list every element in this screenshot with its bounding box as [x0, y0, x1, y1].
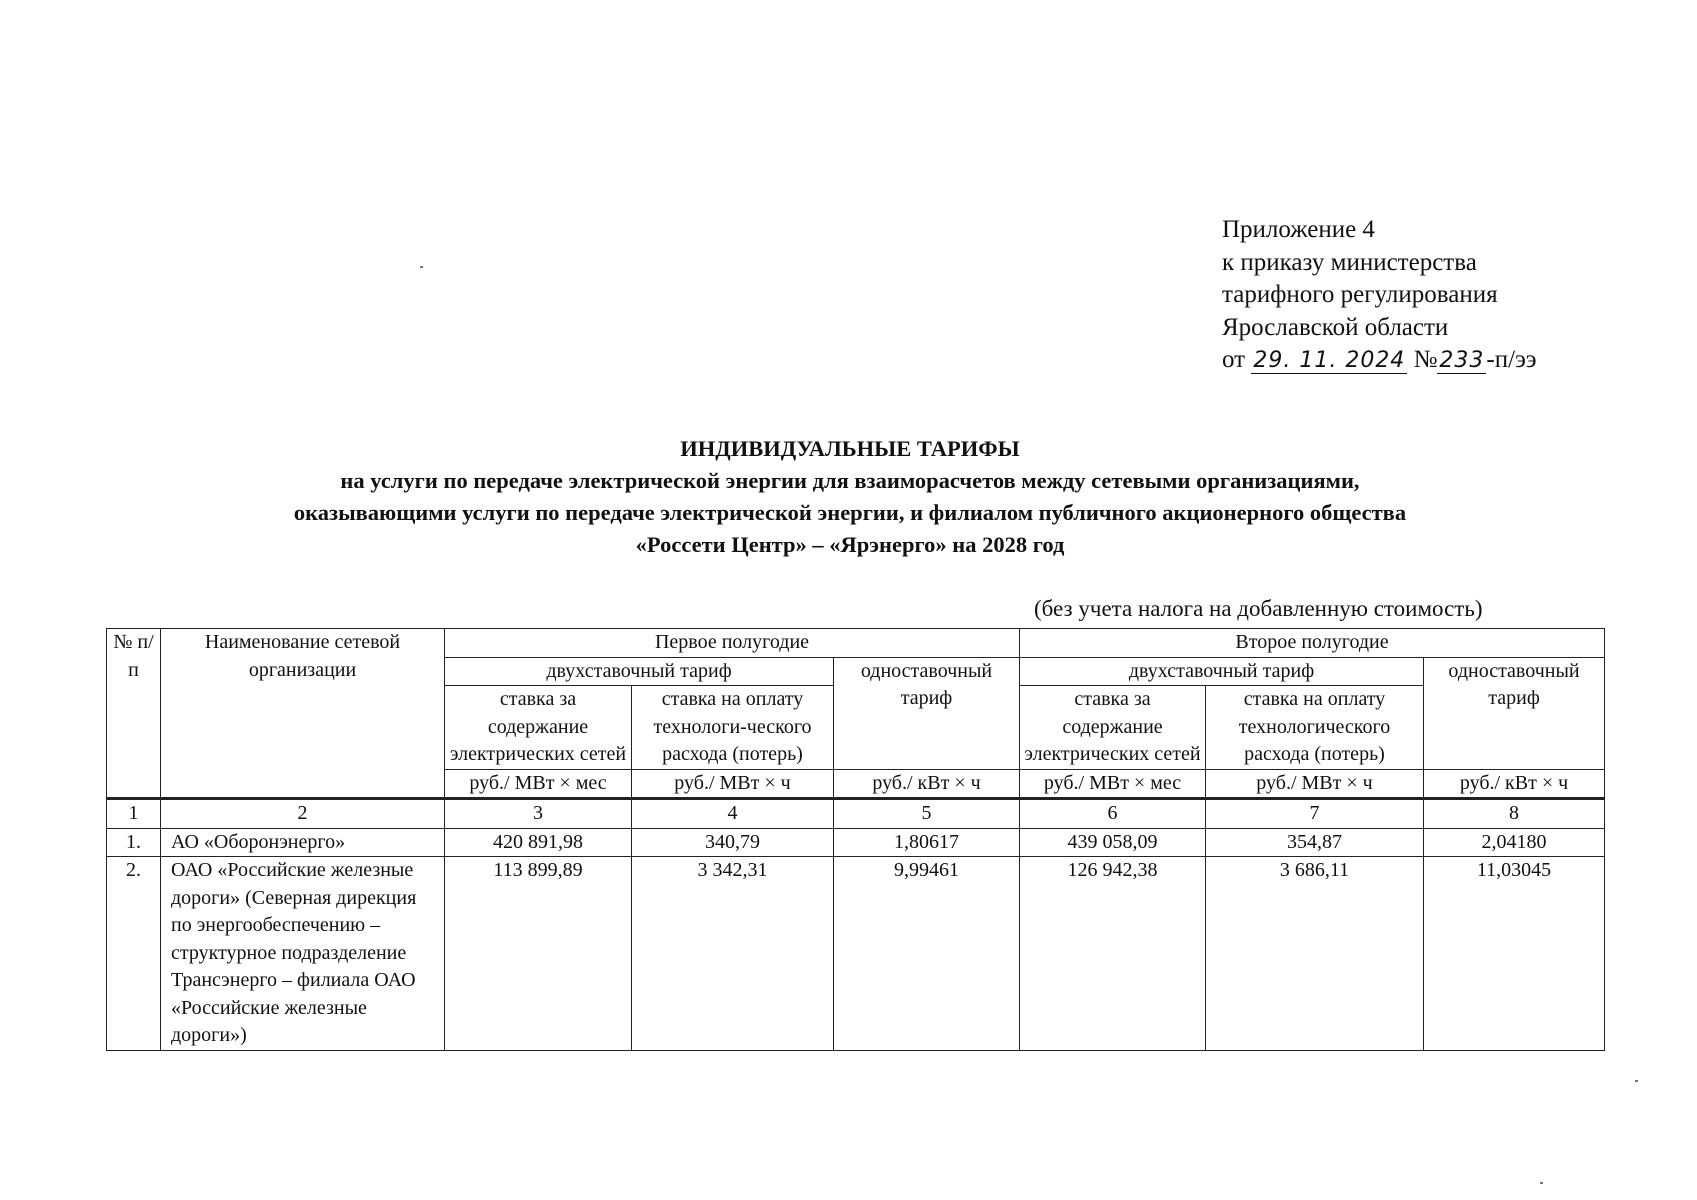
value-cell: 420 891,98 — [445, 828, 632, 857]
order-reference — [1222, 344, 1537, 378]
table-row — [107, 828, 1605, 857]
value-cell: 1,80617 — [834, 828, 1020, 857]
header-loss-1: ставка на оплату технологи-ческого расхода (потерь) — [632, 686, 834, 770]
header-maint-2: ставка за содержание электрических сетей — [1020, 686, 1206, 770]
unit-one-2: руб./ кВт × ч — [1424, 769, 1605, 799]
header-one-part-2: одноставочный тариф — [1424, 657, 1605, 769]
appendix-block — [1222, 214, 1537, 378]
order-suffix: -п/ээ — [1486, 346, 1537, 373]
appendix-line: Приложение 4 — [1222, 216, 1375, 243]
header-loss-2: ставка на оплату технологического расхода (потерь) — [1206, 686, 1424, 770]
unit-loss-2: руб./ МВт × ч — [1206, 769, 1424, 799]
document-title — [100, 433, 1600, 561]
unit-one-1: руб./ кВт × ч — [834, 769, 1020, 799]
unit-maint-1: руб./ МВт × мес — [445, 769, 632, 799]
value-cell: 3 342,31 — [632, 857, 834, 1051]
value-cell: 439 058,09 — [1020, 828, 1206, 857]
header-one-part-1: одноставочный тариф — [834, 657, 1020, 769]
column-number: 8 — [1424, 799, 1605, 829]
column-number: 4 — [632, 799, 834, 829]
appendix-line: к приказу министерства — [1222, 248, 1477, 276]
table-row — [107, 857, 1605, 1051]
header-row — [107, 629, 1605, 658]
scan-speck — [1635, 1080, 1638, 1082]
value-cell: 11,03045 — [1424, 857, 1605, 1051]
unit-maint-2: руб./ МВт × мес — [1020, 769, 1206, 799]
header-first-half: Первое полугодие — [445, 629, 1020, 658]
value-cell: 2,04180 — [1424, 828, 1605, 857]
appendix-line: тарифного регулирования — [1222, 281, 1498, 308]
from-prefix: от — [1222, 346, 1246, 373]
scan-speck — [420, 266, 423, 268]
value-cell: 126 942,38 — [1020, 857, 1206, 1051]
title-line: «Россети Центр» – «Ярэнерго» на 2028 год — [635, 532, 1065, 557]
value-cell: 340,79 — [632, 828, 834, 857]
column-number: 3 — [445, 799, 632, 829]
column-number: 1 — [107, 799, 161, 829]
header-num: № п/п — [107, 629, 161, 799]
unit-loss-1: руб./ МВт × ч — [632, 769, 834, 799]
vat-note: (без учета налога на добавленную стоимость) — [1034, 596, 1483, 621]
column-number: 7 — [1206, 799, 1424, 829]
title-heading: ИНДИВИДУАЛЬНЫЕ ТАРИФЫ — [680, 436, 1020, 461]
tariffs-table — [106, 628, 1605, 1051]
title-line: на услуги по передаче электрической энергии для взаиморасчетов между сетевыми организациями, — [340, 468, 1360, 493]
header-maint-1: ставка за содержание электрических сетей — [445, 686, 632, 770]
header-second-half: Второе полугодие — [1020, 629, 1605, 658]
column-number: 6 — [1020, 799, 1206, 829]
value-cell: 113 899,89 — [445, 857, 632, 1051]
appendix-line: Ярославской области — [1222, 313, 1449, 341]
value-cell: 9,99461 — [834, 857, 1020, 1051]
column-number-row — [107, 799, 1605, 829]
org-name: ОАО «Российские железные дороги» (Северная дирекция по энергообеспечению – структурное подразделение Трансэнерго – филиала ОАО «Российские железные дороги») — [161, 857, 445, 1051]
order-number: 233 — [1439, 348, 1485, 373]
org-name: АО «Оборонэнерго» — [161, 828, 445, 857]
scan-speck — [1540, 1182, 1543, 1184]
row-number: 2. — [107, 857, 161, 1051]
column-number: 2 — [161, 799, 445, 829]
title-line: оказывающими услуги по передаче электрической энергии, и филиалом публичного акционерного общества — [293, 500, 1407, 525]
header-org: Наименование сетевой организации — [161, 629, 445, 799]
header-two-part-1: двухставочный тариф — [445, 657, 834, 686]
header-two-part-2: двухставочный тариф — [1020, 657, 1424, 686]
column-number: 5 — [834, 799, 1020, 829]
value-cell: 354,87 — [1206, 828, 1424, 857]
value-cell: 3 686,11 — [1206, 857, 1424, 1051]
order-date: 29. 11. 2024 — [1253, 348, 1406, 373]
number-sign: № — [1413, 346, 1438, 373]
row-number: 1. — [107, 828, 161, 857]
